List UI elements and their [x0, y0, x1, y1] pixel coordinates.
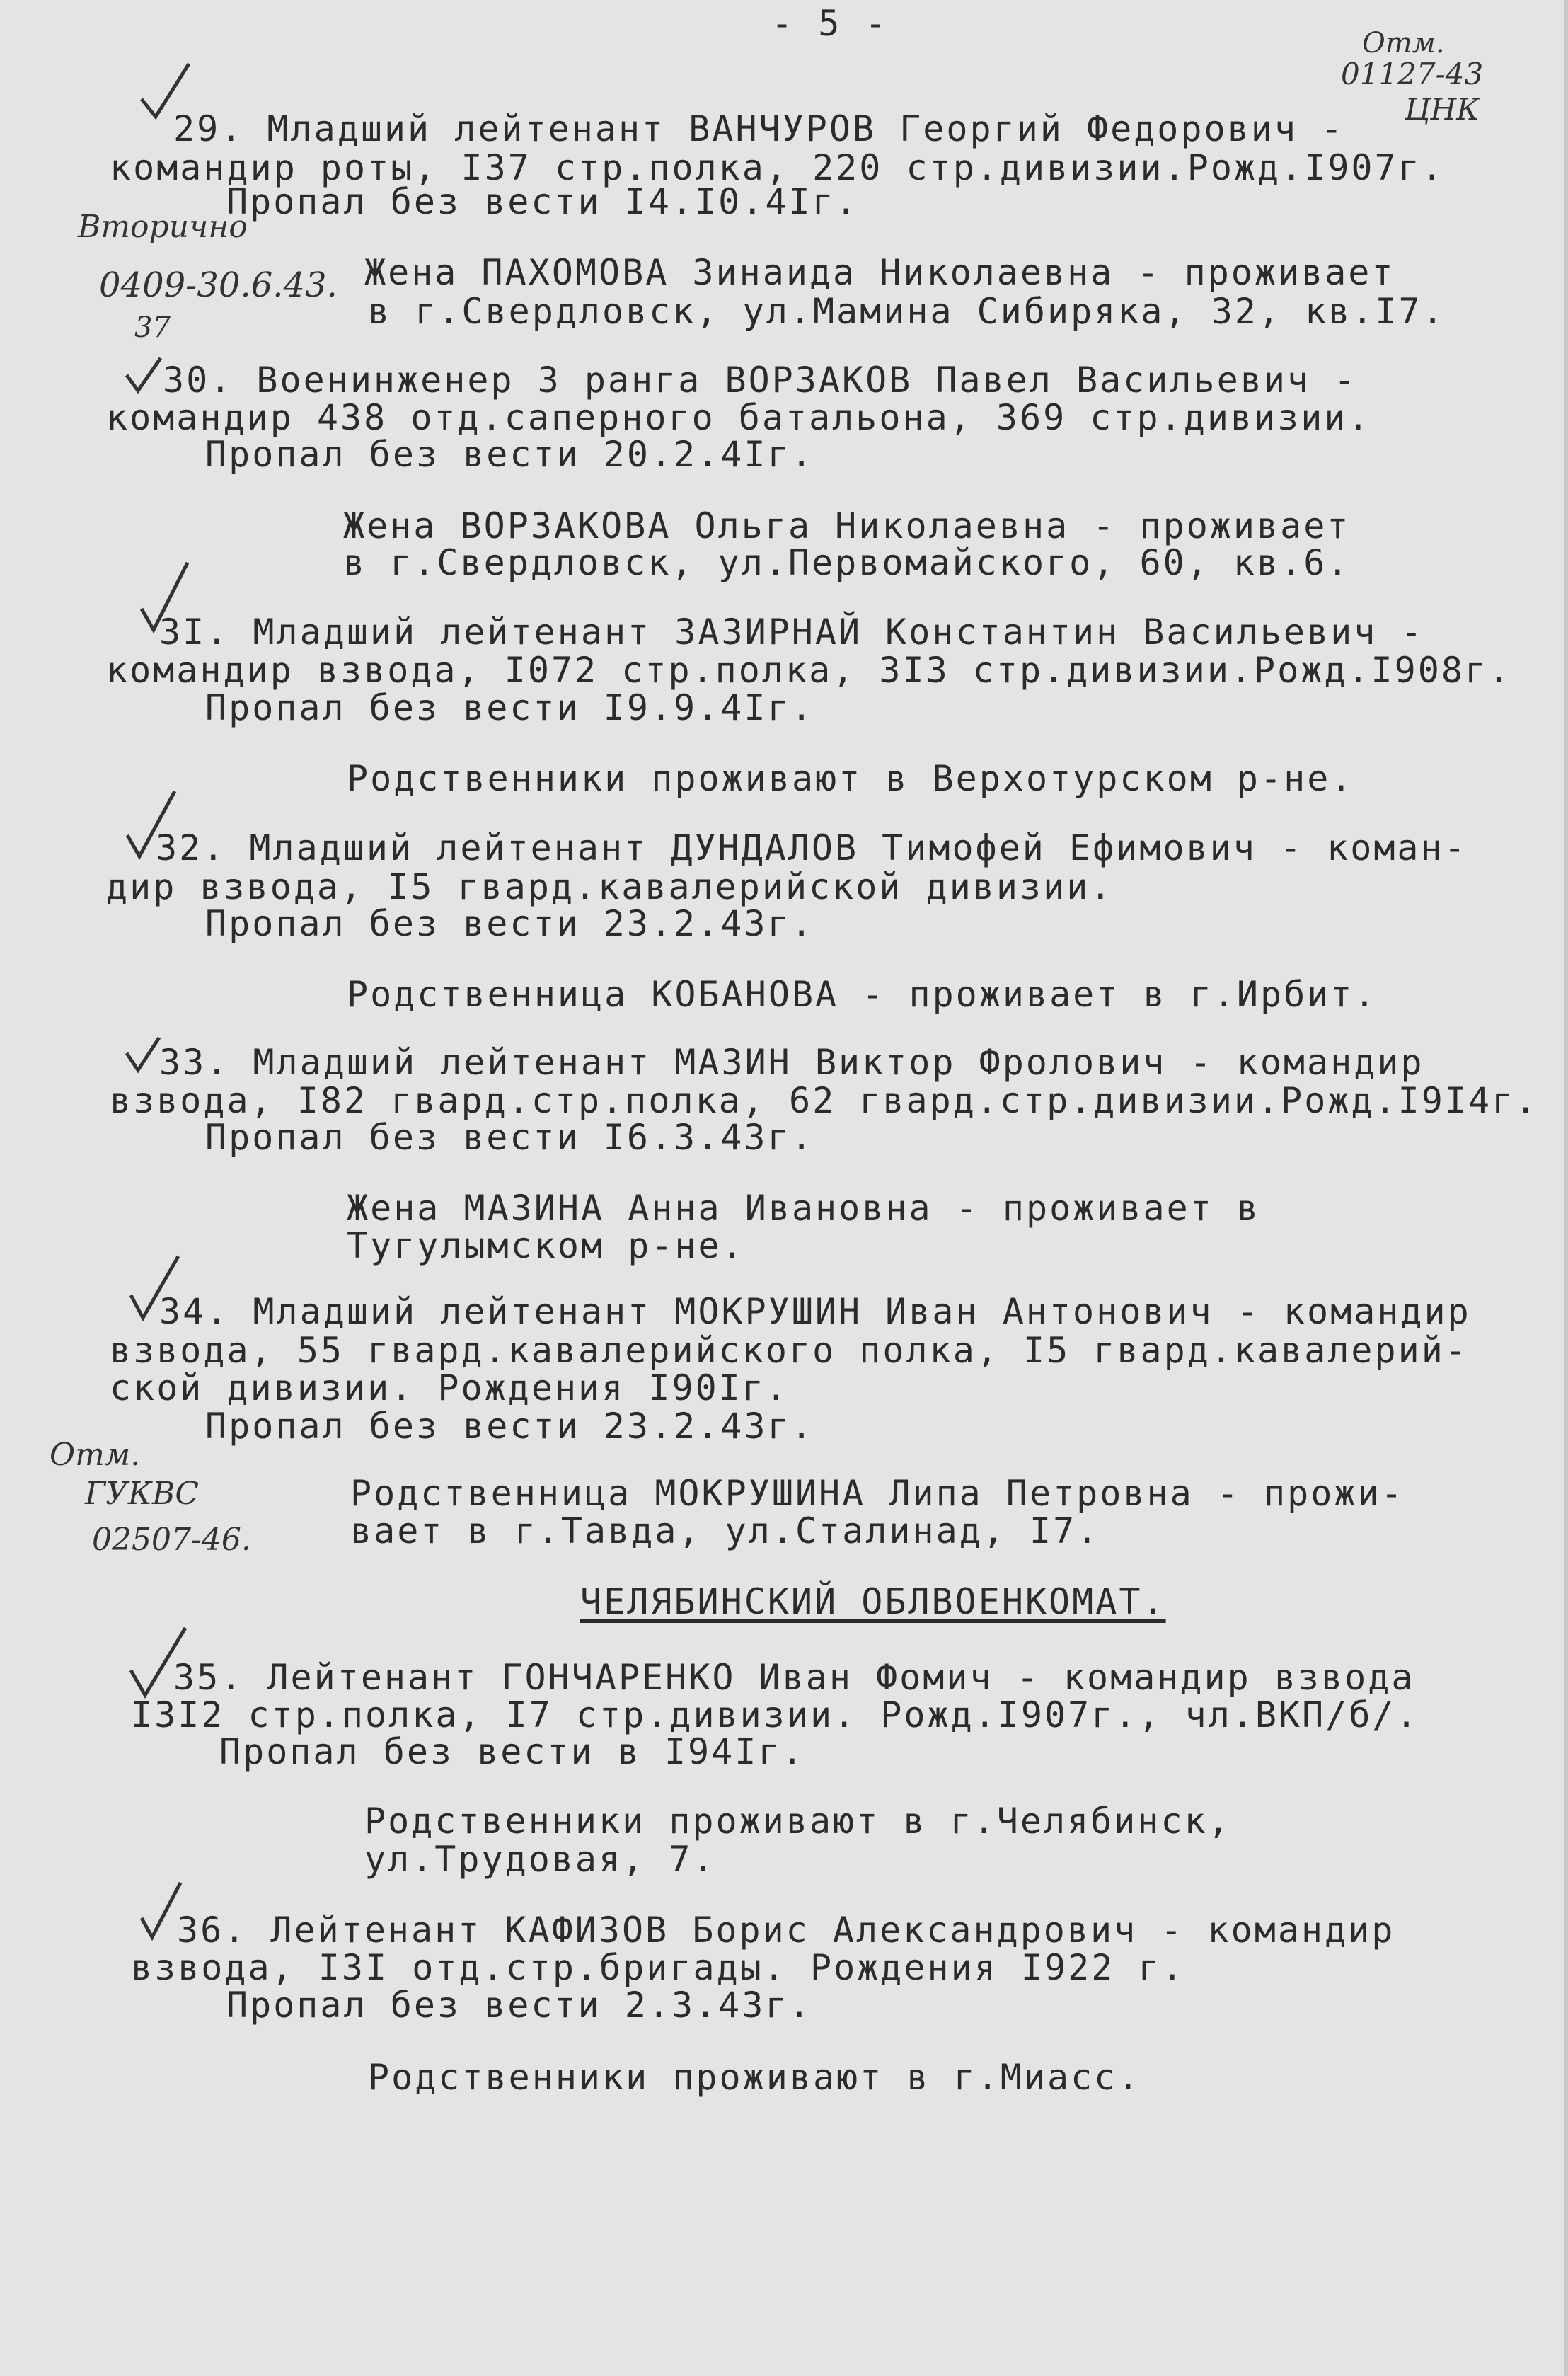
entry-29-line-2: командир роты, I37 стр.полка, 220 стр.дивизии.Рожд.I907г.	[110, 147, 1445, 188]
entry-33-line-1: 33. Младший лейтенант МАЗИН Виктор Фролович - командир	[159, 1042, 1424, 1083]
entry-29-margin-note-2: 0409-30.6.43.	[99, 265, 338, 305]
entry-31-line-2: командир взвода, I072 стр.полка, 3I3 стр.дивизии.Рожд.I908г.	[106, 650, 1512, 691]
entry-36-line-3: Пропал без вести 2.3.43г.	[226, 1985, 812, 2026]
entry-36-line-1: 36. Лейтенант КАФИЗОВ Борис Александрович - командир	[177, 1910, 1395, 1951]
entry-32-line-3: Пропал без вести 23.2.43г.	[205, 903, 814, 944]
corner-note-line-1: Отм.	[1362, 27, 1445, 59]
entry-34-margin-note-3: 02507-46.	[92, 1522, 251, 1558]
entry-35-relatives-1: Родственники проживают в г.Челябинск,	[364, 1801, 1231, 1842]
entry-32-line-2: дир взвода, I5 гвард.кавалерийской дивизии.	[106, 866, 1114, 907]
entry-31-line-1: 3I. Младший лейтенант ЗАЗИРНАЙ Константин Васильевич -	[159, 612, 1424, 653]
entry-34-line-4: Пропал без вести 23.2.43г.	[205, 1406, 814, 1447]
entry-29-margin-note-3: 37	[134, 311, 171, 344]
entry-31-line-3: Пропал без вести I9.9.4Iг.	[205, 687, 814, 728]
entry-34-margin-note-1: Отм.	[50, 1437, 141, 1473]
entry-30-relatives-1: Жена ВОРЗАКОВА Ольга Николаевна - проживает	[343, 505, 1351, 546]
entry-35-line-1: 35. Лейтенант ГОНЧАРЕНКО Иван Фомич - командир взвода	[173, 1657, 1415, 1698]
section-heading: ЧЕЛЯБИНСКИЙ ОБЛВОЕНКОМАТ.	[580, 1581, 1166, 1622]
entry-32-line-1: 32. Младший лейтенант ДУНДАЛОВ Тимофей Ефимович - коман-	[156, 827, 1468, 868]
entry-34-line-1: 34. Младший лейтенант МОКРУШИН Иван Антонович - командир	[159, 1291, 1471, 1332]
entry-29-line-3: Пропал без вести I4.I0.4Iг.	[226, 181, 859, 222]
entry-30-line-2: командир 438 отд.саперного батальона, 369 стр.дивизии.	[106, 397, 1371, 438]
entry-35-line-2: I3I2 стр.полка, I7 стр.дивизии. Рожд.I907г., чл.ВКП/б/.	[131, 1694, 1419, 1735]
entry-34-relatives-2: вает в г.Тавда, ул.Сталинад, I7.	[350, 1510, 1100, 1551]
corner-note-line-3: ЦНК	[1405, 92, 1480, 127]
entry-30-relatives-2: в г.Свердловск, ул.Первомайского, 60, кв.6.	[343, 542, 1351, 583]
entry-34-margin-note-2: ГУКВС	[85, 1476, 199, 1512]
page-edge	[1564, 0, 1568, 2376]
entry-30-line-1: 30. Военинженер 3 ранга ВОРЗАКОВ Павел Васильевич -	[163, 360, 1358, 401]
entry-29-relatives-2: в г.Свердловск, ул.Мамина Сибиряка, 32, кв.I7.	[368, 291, 1446, 332]
entry-32-relatives-1: Родственница КОБАНОВА - проживает в г.Ирбит.	[347, 974, 1378, 1015]
entry-34-relatives-1: Родственница МОКРУШИНА Липа Петровна - прожи-	[350, 1473, 1405, 1514]
page-number: - 5 -	[771, 3, 889, 44]
entry-34-line-2: взвода, 55 гвард.кавалерийского полка, I5 гвард.кавалерий-	[110, 1330, 1468, 1371]
entry-29-line-1: 29. Младший лейтенант ВАНЧУРОВ Георгий Федорович -	[173, 108, 1345, 149]
entry-33-line-2: взвода, I82 гвард.стр.полка, 62 гвард.стр.дивизии.Рожд.I9I4г.	[110, 1080, 1539, 1121]
entry-29-relatives-1: Жена ПАХОМОВА Зинаида Николаевна - проживает	[364, 252, 1395, 293]
entry-35-relatives-2: ул.Трудовая, 7.	[364, 1839, 716, 1880]
entry-35-line-3: Пропал без вести в I94Iг.	[219, 1731, 805, 1772]
entry-34-line-3: ской дивизии. Рождения I90Iг.	[110, 1367, 789, 1408]
corner-note-line-2: 01127-43	[1341, 57, 1484, 91]
check-mark-icon	[124, 354, 166, 396]
entry-31-relatives-1: Родственники проживают в Верхотурском р-не.	[347, 758, 1354, 799]
entry-33-relatives-1: Жена МАЗИНА Анна Ивановна - проживает в	[347, 1188, 1260, 1229]
entry-36-line-2: взвода, I3I отд.стр.бригады. Рождения I922 г.	[131, 1947, 1185, 1988]
entry-33-relatives-2: Тугулымском р-не.	[347, 1225, 745, 1266]
entry-33-line-3: Пропал без вести I6.3.43г.	[205, 1117, 814, 1158]
entry-30-line-3: Пропал без вести 20.2.4Iг.	[205, 434, 814, 475]
entry-29-margin-note-1: Вторично	[78, 209, 248, 245]
entry-36-relatives-1: Родственники проживают в г.Миасс.	[368, 2057, 1141, 2098]
